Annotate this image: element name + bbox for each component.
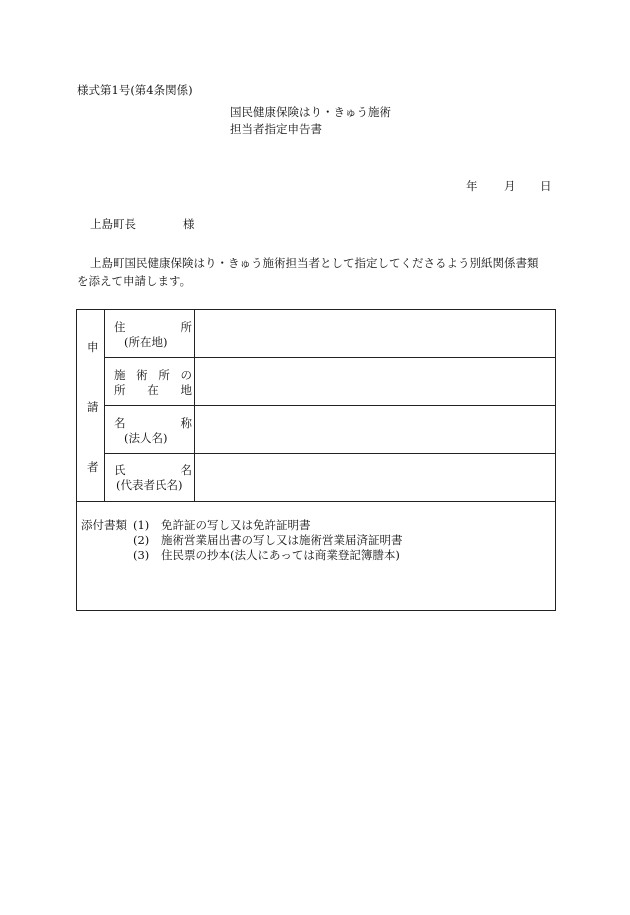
document-title-line2: 担当者指定申告書 [230, 122, 322, 136]
addressee [90, 217, 195, 231]
label-address: 住 所 (所在地) [114, 320, 192, 349]
value-name[interactable] [195, 406, 555, 453]
label-name-sub: (法人名) [124, 431, 168, 445]
attachment-2-text: 施術営業届出書の写し又は施術営業届済証明書 [161, 533, 403, 547]
date-day-label: 日 [540, 179, 552, 193]
form-number: 様式第1号(第4条関係) [77, 83, 193, 97]
addressee-name: 上島町長 [90, 217, 136, 231]
body-text-line2: を添えて申請します。 [77, 274, 192, 288]
date-month-label: 月 [504, 179, 516, 193]
label-representative-sub: (代表者氏名) [116, 478, 183, 492]
value-address[interactable] [195, 310, 555, 357]
value-clinic-location[interactable] [195, 358, 555, 405]
attachment-1-num: (1) [133, 518, 150, 532]
application-table [76, 309, 556, 611]
document-title-line1: 国民健康保険はり・きゅう施術 [230, 105, 391, 119]
divider-attachments [77, 501, 555, 502]
attachment-3-num: (3) [133, 548, 150, 562]
label-clinic-location: 施 術 所 の 所 在 地 [114, 368, 192, 397]
label-name: 名 称 (法人名) [114, 416, 192, 445]
value-representative[interactable] [195, 454, 555, 501]
applicant-char-3: 者 [87, 460, 99, 474]
attachment-3-text: 住民票の抄本(法人にあっては商業登記簿謄本) [161, 548, 400, 562]
attachment-1-text: 免許証の写し又は免許証明書 [161, 518, 311, 532]
addressee-honorific: 様 [183, 217, 195, 231]
attachment-2-num: (2) [133, 533, 150, 547]
applicant-char-2: 請 [87, 400, 99, 414]
date-year-label: 年 [466, 179, 478, 193]
body-text-line1: 上島町国民健康保険はり・きゅう施術担当者として指定してくださるよう別紙関係書類 [90, 256, 539, 270]
applicant-char-1: 申 [87, 340, 99, 354]
label-representative: 氏 名 (代表者氏名) [114, 463, 192, 492]
attachments-label: 添付書類 [81, 518, 127, 532]
label-address-sub: (所在地) [124, 335, 168, 349]
